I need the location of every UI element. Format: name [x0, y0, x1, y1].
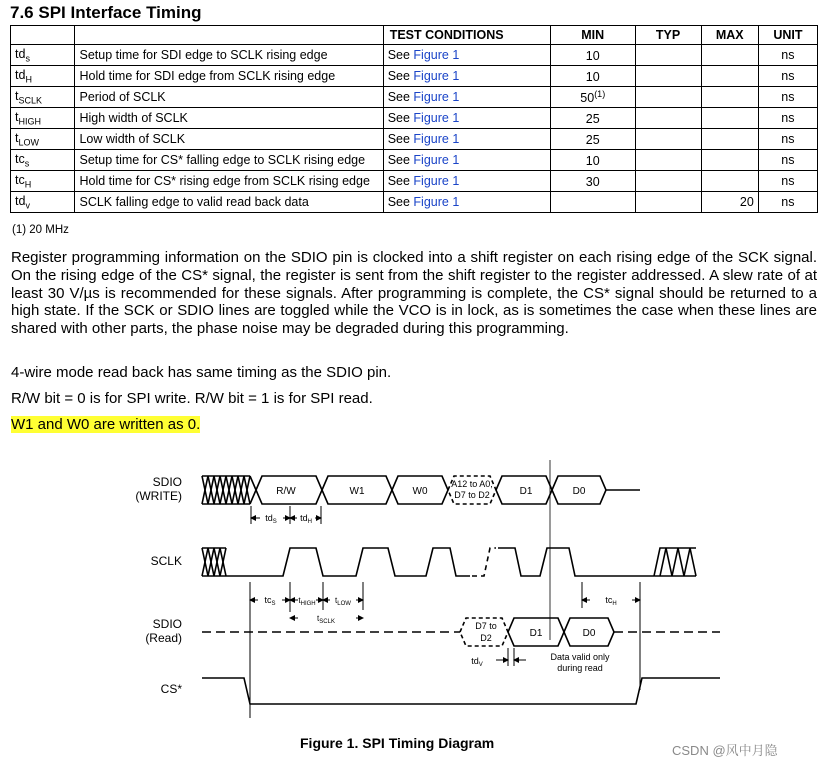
max-cell — [701, 87, 758, 108]
description-cell: High width of SCLK — [75, 108, 383, 129]
spi-timing-table — [10, 25, 818, 213]
typ-cell — [635, 108, 701, 129]
figure-caption: Figure 1. SPI Timing Diagram — [300, 735, 495, 751]
read-bit-d7-2: D2 — [480, 633, 492, 643]
test-conditions-cell: See Figure 1 — [383, 129, 550, 150]
unit-cell: ns — [758, 108, 817, 129]
typ-cell — [635, 87, 701, 108]
figure-link[interactable]: Figure 1 — [413, 174, 460, 188]
read-note-1: Data valid only — [550, 652, 610, 662]
typ-cell — [635, 129, 701, 150]
watermark: CSDN @风中月隐 — [672, 743, 778, 758]
min-cell: 10 — [550, 45, 635, 66]
symbol-cell: $t_{SCLK}$ — [11, 87, 75, 108]
paragraph-rw-bit: R/W bit = 0 is for SPI write. R/W bit = 1 is for SPI read. — [11, 390, 373, 407]
description-cell: Hold time for SDI edge from SCLK rising edge — [75, 66, 383, 87]
typ-cell — [635, 192, 701, 213]
bit-w0: W0 — [412, 486, 428, 497]
max-cell — [701, 66, 758, 87]
label-tch: $tc_H$ — [605, 595, 617, 607]
max-cell — [701, 150, 758, 171]
tdv-arrows — [496, 648, 526, 666]
figure-link[interactable]: Figure 1 — [413, 90, 460, 104]
test-conditions-cell: See Figure 1 — [383, 150, 550, 171]
header-unit: UNIT — [758, 26, 817, 45]
max-cell: 20 — [701, 192, 758, 213]
header-max: MAX — [701, 26, 758, 45]
table-row — [11, 171, 818, 192]
section-title: 7.6 SPI Interface Timing — [10, 3, 202, 22]
test-conditions-cell: See Figure 1 — [383, 87, 550, 108]
unit-cell: ns — [758, 192, 817, 213]
label-thigh: $t_{HIGH}$ — [298, 596, 316, 607]
description-cell: Setup time for SDI edge to SCLK rising edge — [75, 45, 383, 66]
description-cell: Setup time for CS* falling edge to SCLK rising edge — [75, 150, 383, 171]
label-sdio-read: SDIO — [152, 617, 182, 631]
bit-w1: W1 — [349, 486, 365, 497]
header-symbol — [11, 26, 75, 45]
symbol-cell: $t_{HIGH}$ — [11, 108, 75, 129]
header-test-conditions: TEST CONDITIONS — [383, 26, 550, 45]
table-row — [11, 87, 818, 108]
figure-link[interactable]: Figure 1 — [413, 111, 460, 125]
max-cell — [701, 45, 758, 66]
read-note-2: during read — [557, 663, 603, 673]
unit-cell: ns — [758, 66, 817, 87]
paragraph-readback: 4-wire mode read back has same timing as the SDIO pin. — [11, 364, 392, 381]
bit-d0: D0 — [572, 486, 586, 497]
min-cell: 50$^{(1)}$ — [550, 87, 635, 108]
label-sdio-write: SDIO — [152, 475, 182, 489]
read-bit-d7-1: D7 to — [475, 621, 497, 631]
typ-cell — [635, 66, 701, 87]
table-row — [11, 108, 818, 129]
label-tdh: $td_H$ — [300, 513, 312, 525]
bit-addr-2: D7 to D2 — [454, 490, 490, 500]
header-typ: TYP — [635, 26, 701, 45]
max-cell — [701, 171, 758, 192]
min-cell: 10 — [550, 150, 635, 171]
read-bit-d0: D0 — [582, 628, 596, 639]
min-cell — [550, 192, 635, 213]
label-tds: $td_S$ — [265, 513, 277, 525]
test-conditions-cell: See Figure 1 — [383, 45, 550, 66]
figure-link[interactable]: Figure 1 — [413, 153, 460, 167]
footnote: (1) 20 MHz — [12, 224, 69, 236]
unit-cell: ns — [758, 171, 817, 192]
bit-d1: D1 — [519, 486, 533, 497]
symbol-cell: $td_s$ — [11, 45, 75, 66]
bit-rw: R/W — [276, 486, 296, 497]
test-conditions-cell: See Figure 1 — [383, 108, 550, 129]
test-conditions-cell: See Figure 1 — [383, 171, 550, 192]
symbol-cell: $tc_s$ — [11, 150, 75, 171]
figure-link[interactable]: Figure 1 — [413, 195, 460, 209]
min-cell: 30 — [550, 171, 635, 192]
test-conditions-cell: See Figure 1 — [383, 192, 550, 213]
sclk-waveform — [202, 548, 696, 576]
table-header-row — [11, 26, 818, 45]
description-cell: Low width of SCLK — [75, 129, 383, 150]
figure-link[interactable]: Figure 1 — [413, 48, 460, 62]
highlighted-note: W1 and W0 are written as 0. — [11, 416, 201, 433]
figure-link[interactable]: Figure 1 — [413, 132, 460, 146]
typ-cell — [635, 150, 701, 171]
table-row — [11, 150, 818, 171]
unit-cell: ns — [758, 87, 817, 108]
table-row — [11, 45, 818, 66]
table-row — [11, 66, 818, 87]
typ-cell — [635, 171, 701, 192]
unit-cell: ns — [758, 150, 817, 171]
min-cell: 25 — [550, 129, 635, 150]
table-row — [11, 129, 818, 150]
figure-link[interactable]: Figure 1 — [413, 69, 460, 83]
paragraph-programming: Register programming information on the SDIO pin is clocked into a shift register on each rising edge of the SCK signal. On the rising edge of the CS* signal, the register is sent from the shift register to the register addressed. A slew rate of at least 30 V/µs is recommended for these signals. After programming is complete, the CS* signal should be returned to a high state. If the SCK or SDIO lines are toggled while the VCO is in lock, as is sometimes the case when these lines are shared with other parts, the phase noise may be degraded during this programming. — [11, 249, 817, 338]
symbol-cell: $t_{LOW}$ — [11, 129, 75, 150]
description-cell: Hold time for CS* rising edge from SCLK rising edge — [75, 171, 383, 192]
table-row — [11, 192, 818, 213]
test-conditions-cell: See Figure 1 — [383, 66, 550, 87]
label-write: (WRITE) — [135, 489, 182, 503]
table-body — [11, 45, 818, 213]
unit-cell: ns — [758, 45, 817, 66]
symbol-cell: $td_v$ — [11, 192, 75, 213]
label-tdv: $td_V$ — [471, 656, 483, 668]
header-description — [75, 26, 383, 45]
description-cell: SCLK falling edge to valid read back data — [75, 192, 383, 213]
cs-waveform — [202, 678, 720, 704]
label-tsclk: $t_{SCLK}$ — [317, 614, 335, 625]
min-cell: 25 — [550, 108, 635, 129]
label-read: (Read) — [145, 631, 182, 645]
sdio-read-waveform — [202, 618, 720, 646]
typ-cell — [635, 45, 701, 66]
symbol-cell: $tc_H$ — [11, 171, 75, 192]
label-tcs: $tc_S$ — [264, 595, 276, 607]
description-cell: Period of SCLK — [75, 87, 383, 108]
max-cell — [701, 108, 758, 129]
label-sclk: SCLK — [150, 554, 182, 568]
min-cell: 10 — [550, 66, 635, 87]
bit-addr-1: A12 to A0, — [451, 479, 493, 489]
label-tlow: $t_{LOW}$ — [335, 596, 351, 607]
read-bit-d1: D1 — [529, 628, 543, 639]
symbol-cell: $td_H$ — [11, 66, 75, 87]
spi-timing-diagram — [120, 460, 720, 732]
paragraph-w1-w0-wrap — [11, 416, 817, 434]
max-cell — [701, 129, 758, 150]
header-min: MIN — [550, 26, 635, 45]
label-cs: CS* — [160, 682, 182, 696]
unit-cell: ns — [758, 129, 817, 150]
